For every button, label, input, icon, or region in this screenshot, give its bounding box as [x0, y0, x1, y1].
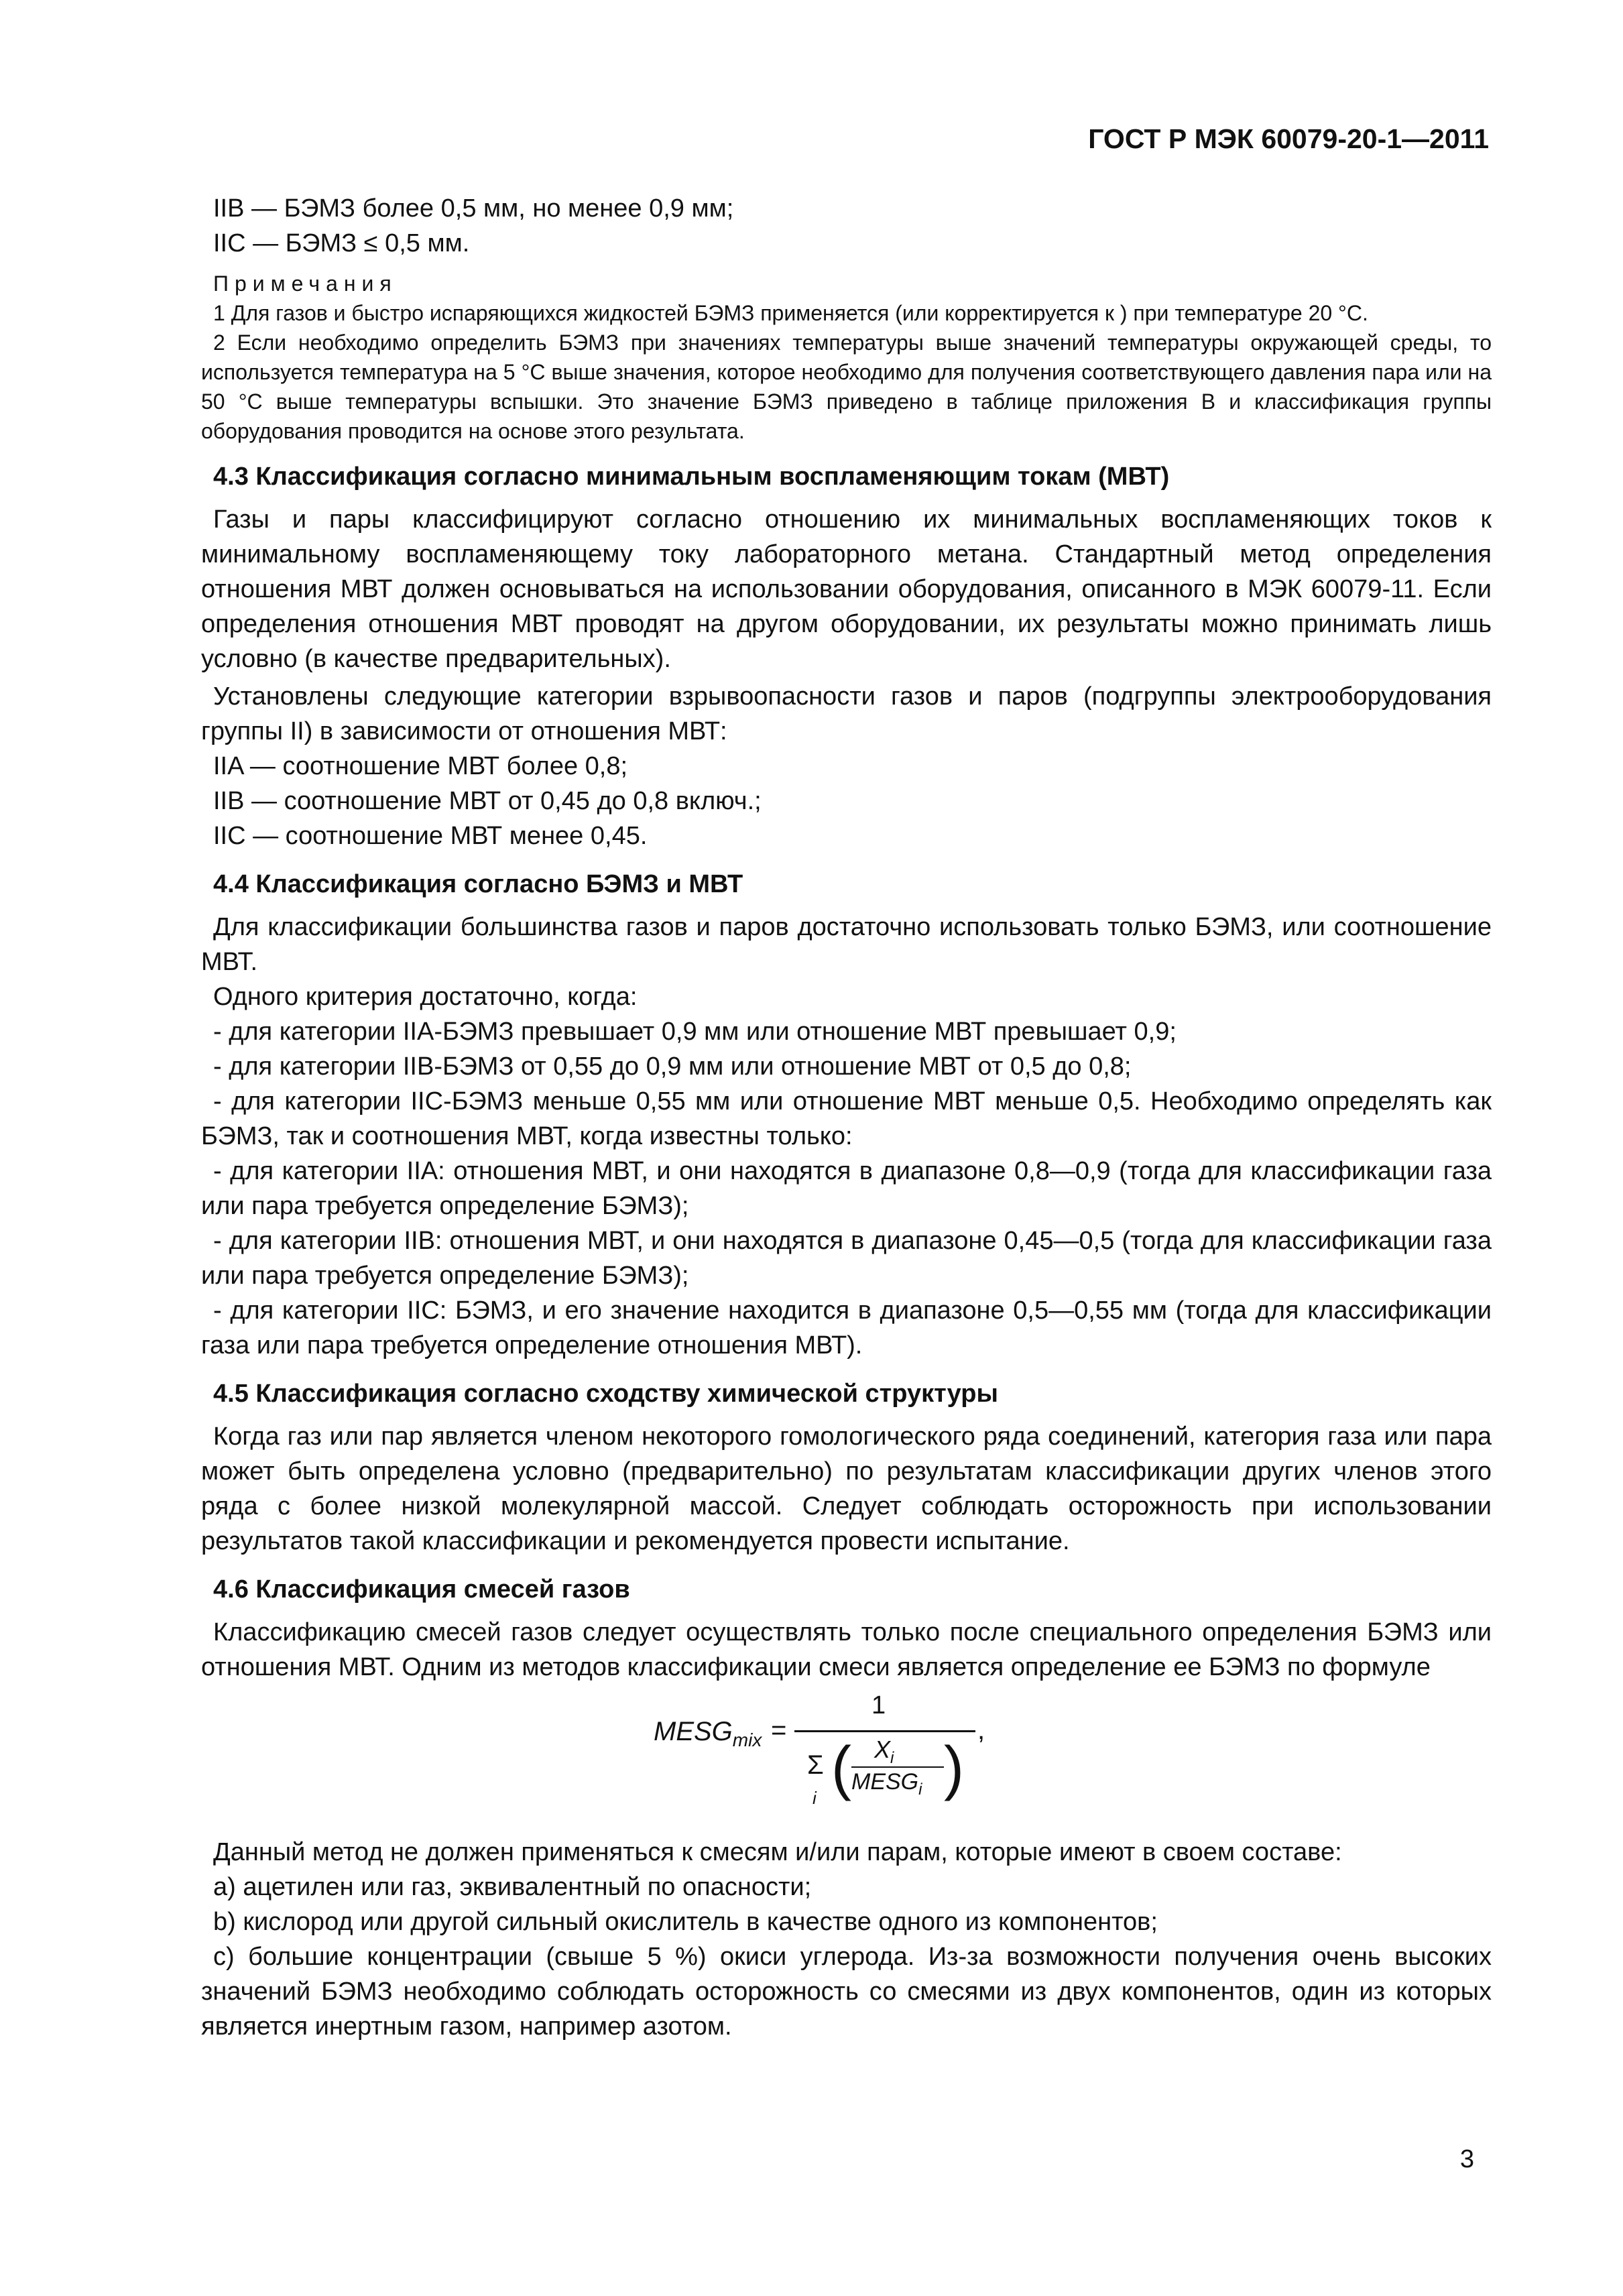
section-4-5-heading: 4.5 Классификация согласно сходству химической структуры — [213, 1380, 998, 1408]
section-4-6-heading: 4.6 Классификация смесей газов — [213, 1575, 630, 1604]
page-number: 3 — [1459, 2145, 1474, 2173]
formula-numerator: 1 — [871, 1691, 886, 1719]
note-2: 2 Если необходимо определить БЭМЗ при значениях температуры выше значений температуры окружающей среды, то используется температура на 5 °С выше значения, которое необходимо для получения соответствующего давления пара или на 50 °С выше температуры вспышки. Это значение БЭМЗ приведено в таблице приложения В и классификация группы оборудования проводится на основе этого результата. — [201, 330, 1492, 443]
category-line-iic: IIC — БЭМЗ ≤ 0,5 мм. — [213, 229, 470, 257]
notes-title: Примечания — [213, 271, 398, 296]
sigma-symbol: Σ — [807, 1750, 824, 1780]
list-item: IIB — соотношение МВТ от 0,45 до 0,8 включ.; — [213, 787, 762, 815]
section-4-4-paragraph-2: Одного критерия достаточно, когда: — [213, 983, 638, 1011]
formula-comma: , — [977, 1715, 985, 1745]
section-4-5-paragraph-1: Когда газ или пар является членом некоторого гомологического ряда соединений, категория газа или пара может быть определена условно (предварительно) по результатам классификации других членов этого ряда с более низкой молекулярной массой. Следует соблюдать осторожность при использовании результатов такой классификации и рекомендуется провести испытание. — [201, 1423, 1492, 1555]
formula-lhs: $MESG_{mix}$ — [654, 1717, 762, 1750]
standard-code: ГОСТ Р МЭК 60079-20-1—2011 — [1088, 123, 1489, 154]
list-item: a) ацетилен или газ, эквивалентный по опасности; — [213, 1873, 812, 1901]
list-item: - для категории IIB-БЭМЗ от 0,55 до 0,9 мм или отношение МВТ от 0,5 до 0,8; — [213, 1052, 1132, 1081]
list-item: IIA — соотношение МВТ более 0,8; — [213, 752, 628, 780]
list-item: - для категории IIB: отношения МВТ, и они находятся в диапазоне 0,45—0,5 (тогда для классификации газа или пара требуется определение БЭМЗ); — [201, 1227, 1492, 1290]
inner-fraction-bar — [851, 1766, 944, 1768]
page-body — [201, 191, 1492, 2044]
section-4-3-heading: 4.3 Классификация согласно минимальным воспламеняющим токам (МВТ) — [213, 463, 1170, 491]
left-parenthesis: ( — [831, 1735, 851, 1802]
mesg-mix-formula — [201, 1691, 1492, 1825]
list-item: - для категории IIA-БЭМЗ превышает 0,9 мм или отношение МВТ превышает 0,9; — [213, 1018, 1177, 1046]
fraction-bar — [794, 1730, 975, 1732]
formula-equals: = — [771, 1715, 787, 1745]
list-item: - для категории IIC-БЭМЗ меньше 0,55 мм или отношение МВТ меньше 0,5. Необходимо определять как БЭМЗ, так и соотношения МВТ, когда известны только: — [201, 1087, 1492, 1150]
list-item: - для категории IIA: отношения МВТ, и они находятся в диапазоне 0,8—0,9 (тогда для классификации газа или пара требуется определение БЭМЗ); — [201, 1157, 1492, 1220]
section-4-4-heading: 4.4 Классификация согласно БЭМЗ и МВТ — [213, 870, 743, 898]
note-1: 1 Для газов и быстро испаряющихся жидкостей БЭМЗ применяется (или корректируется к ) при температуре 20 °С. — [213, 301, 1368, 325]
list-item: c) большие концентрации (свыше 5 %) окиси углерода. Из-за возможности получения очень высоких значений БЭМЗ необходимо соблюдать осторожность со смесями из двух компонентов, один из которых является инертным газом, например азотом. — [201, 1943, 1492, 2041]
category-line-iib: IIB — БЭМЗ более 0,5 мм, но менее 0,9 мм; — [213, 194, 734, 223]
section-4-3-paragraph-1: Газы и пары классифицируют согласно отношению их минимальных воспламеняющих токов к минимальному воспламеняющему току лабораторного метана. Стандартный метод определения отношения МВТ должен основываться на использовании оборудования, описанного в МЭК 60079-11. Если определения отношения МВТ проводят на другом оборудовании, их результаты можно принимать лишь условно (в качестве предварительных). — [201, 505, 1492, 673]
section-4-3-paragraph-2: Установлены следующие категории взрывоопасности газов и паров (подгруппы электрооборудования группы II) в зависимости от отношения МВТ: — [201, 682, 1492, 745]
list-item: - для категории IIC: БЭМЗ, и его значение находится в диапазоне 0,5—0,55 мм (тогда для классификации газа или пара требуется определение отношения МВТ). — [201, 1296, 1492, 1360]
section-4-6-paragraph-1: Классификацию смесей газов следует осуществлять только после специального определения БЭМЗ или отношения МВТ. Одним из методов классификации смеси является определение ее БЭМЗ по формуле — [201, 1618, 1492, 1681]
list-item: b) кислород или другой сильный окислитель в качестве одного из компонентов; — [213, 1908, 1158, 1936]
formula-denominator — [804, 1736, 965, 1809]
list-item: IIC — соотношение МВТ менее 0,45. — [213, 822, 648, 850]
right-parenthesis: ) — [944, 1735, 964, 1802]
xi-term: $X_i$ — [874, 1736, 894, 1768]
section-4-6-paragraph-2: Данный метод не должен применяться к смесям и/или парам, которые имеют в своем составе: — [213, 1838, 1342, 1866]
section-4-4-paragraph-1: Для классификации большинства газов и паров достаточно использовать только БЭМЗ, или соотношение МВТ. — [201, 913, 1492, 976]
mesg-i-term: $MESG_i$ — [851, 1769, 922, 1799]
sigma-index: i — [813, 1788, 817, 1808]
